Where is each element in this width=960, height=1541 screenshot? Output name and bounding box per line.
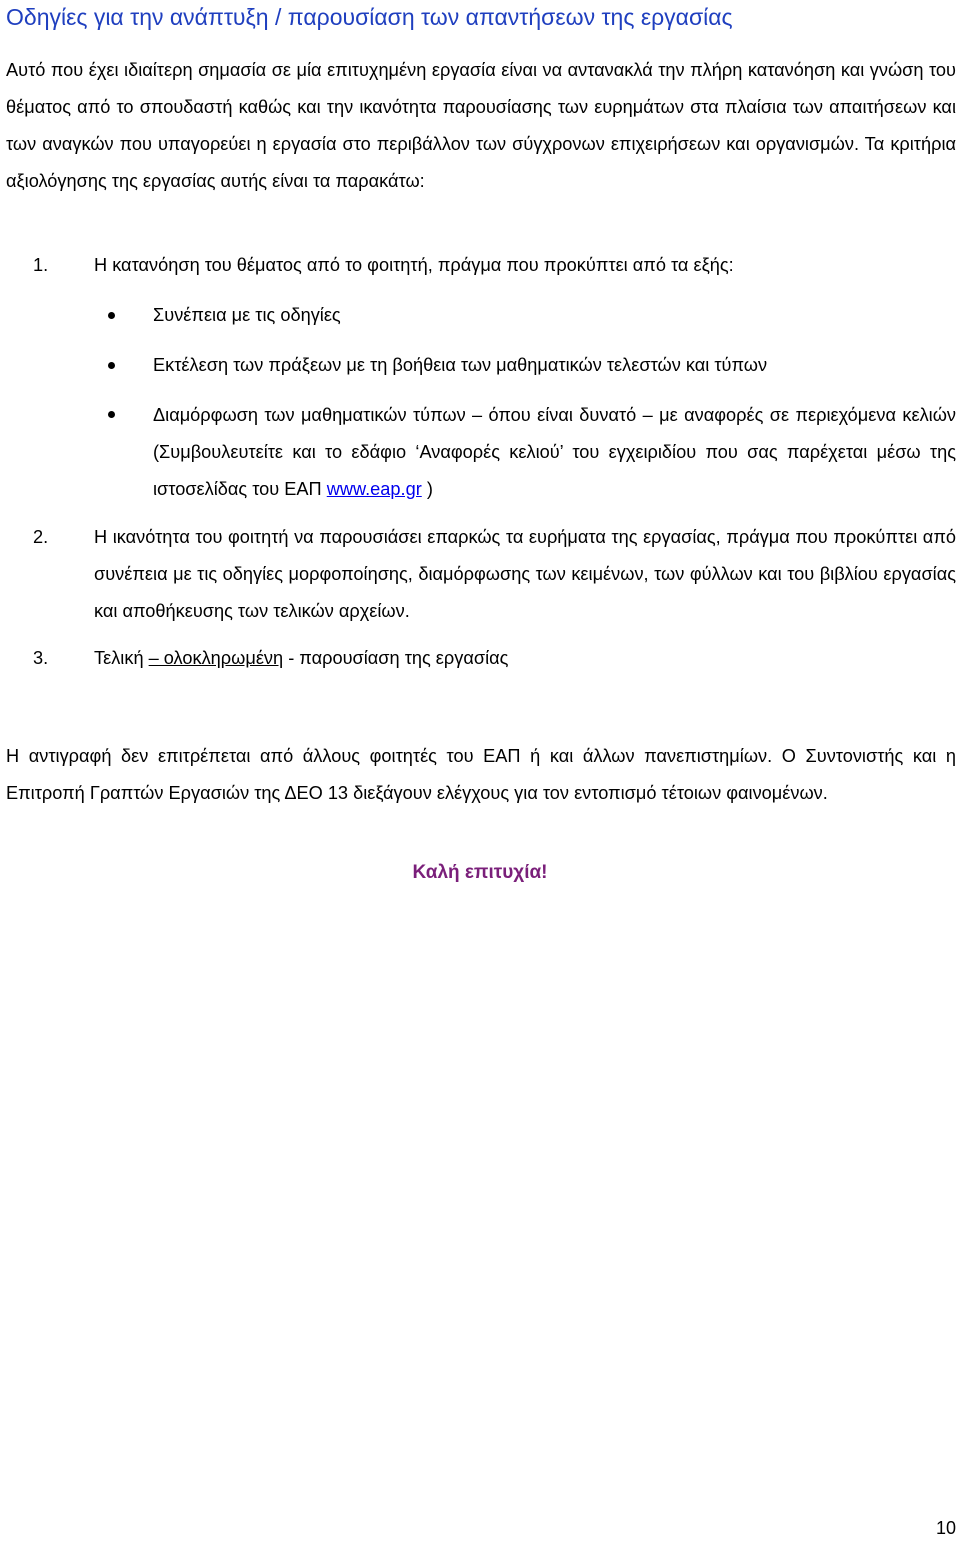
list-item-3-underlined: – ολοκληρωμένη	[148, 648, 284, 668]
bullet-item-3-text: Διαμόρφωση των μαθηματικών τύπων – όπου είναι δυνατό – με αναφορές σε περιεχόμενα κελιών (Συμβουλευτείτε και το εδάφιο ‘Αναφορές κελιού’ του εγχειριδίου που σας παρέχεται μέσω της ιστοσελίδας του ΕΑΠ	[153, 405, 956, 499]
page-title: Οδηγίες για την ανάπτυξη / παρουσίαση των απαντήσεων της εργασίας	[6, 4, 733, 30]
intro-paragraph: Αυτό που έχει ιδιαίτερη σημασία σε μία επιτυχημένη εργασία είναι να αντανακλά την πλήρη κατανόηση και γνώση του θέματος από το σπουδαστή καθώς και την ικανότητα παρουσίασης των ευρημάτων στα πλαίσια των απαιτήσεων και των αναγκών που υπαγορεύει η εργασία στο περιβάλλον των σύγχρονων επιχειρήσεων και οργανισμών. Τα κριτήρια αξιολόγησης της εργασίας αυτής είναι τα παρακάτω:	[6, 60, 956, 191]
bullet-icon	[108, 312, 115, 319]
list-item-3-text	[94, 640, 956, 677]
list-item-1-text: Η κατανόηση του θέματος από το φοιτητή, πράγμα που προκύπτει από τα εξής:	[94, 255, 734, 275]
bullet-item-3	[153, 397, 956, 508]
bullet-icon	[108, 362, 115, 369]
list-number-3: 3.	[33, 648, 49, 668]
bullet-item-1: Συνέπεια με τις οδηγίες	[153, 305, 341, 325]
list-item-2-text: Η ικανότητα του φοιτητή να παρουσιάσει επαρκώς τα ευρήματα της εργασίας, πράγμα που προκύπτει από συνέπεια με τις οδηγίες μορφοποίησης, διαμόρφωσης των κειμένων, των φύλλων και του βιβλίου εργασίας και αποθήκευσης των τελικών αρχείων.	[94, 527, 956, 621]
page-number: 10	[935, 1518, 956, 1538]
list-number-2: 2.	[33, 527, 49, 547]
eap-website-link[interactable]: www.eap.gr	[326, 479, 422, 499]
bullet-item-2: Εκτέλεση των πράξεων με τη βοήθεια των μαθηματικών τελεστών και τύπων	[153, 355, 768, 375]
list-item-3-end: - παρουσίαση της εργασίας	[283, 648, 509, 668]
bullet-item-3-suffix: )	[421, 479, 433, 499]
copy-notice-paragraph: Η αντιγραφή δεν επιτρέπεται από άλλους φοιτητές του ΕΑΠ ή και άλλων πανεπιστημίων. Ο Συντονιστής και η Επιτροπή Γραπτών Εργασιών της ΔΕΟ 13 διεξάγουν ελέγχους για τον εντοπισμό τέτοιων φαινομένων.	[6, 746, 956, 803]
list-number-1: 1.	[33, 255, 49, 275]
closing-message: Καλή επιτυχία!	[412, 862, 548, 883]
list-item-3-start: Τελική	[94, 648, 149, 668]
bullet-icon	[108, 411, 115, 418]
